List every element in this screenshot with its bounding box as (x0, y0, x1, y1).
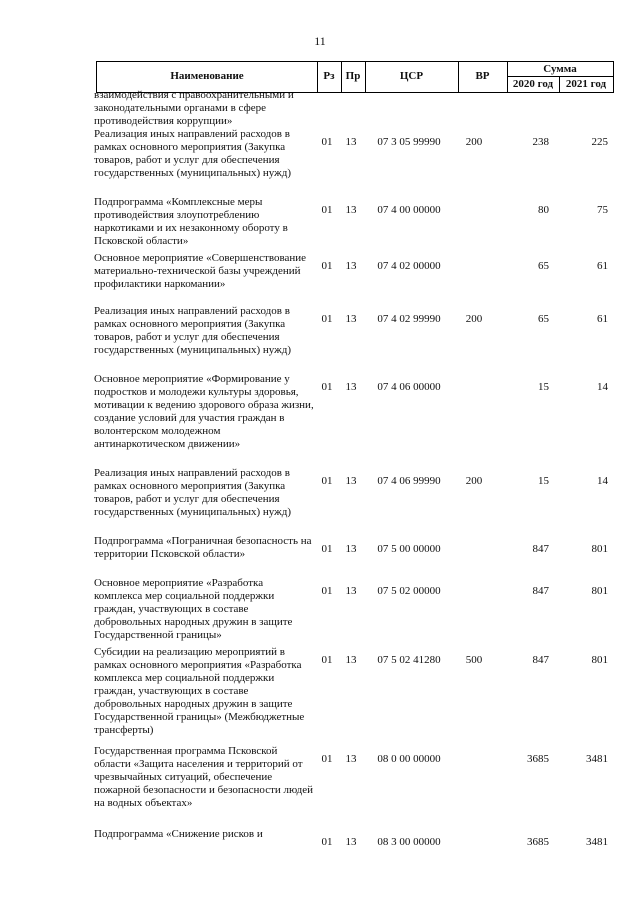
row-csr: 07 4 06 99990 (377, 475, 441, 487)
header-name: Наименование (170, 70, 244, 82)
header-csr: ЦСР (399, 70, 424, 82)
row-pr: 13 (345, 381, 357, 393)
row-sum-2021: 225 (591, 136, 608, 148)
row-name: Реализация иных направлений расходов в рамках основного мероприятия (Закупка товаров, работ и услуг для обеспечения государственных (муниципальных) нужд) (94, 467, 291, 518)
row-pr: 13 (345, 836, 357, 848)
row-name: Основное мероприятие «Разработка комплекса мер социальной поддержки граждан, участвующих в составе добровольных народных дружин в защите Государственной границы» (94, 577, 293, 641)
row-csr: 08 0 00 00000 (377, 753, 441, 765)
row-csr: 07 5 02 41280 (377, 654, 441, 666)
row-pr: 13 (345, 654, 357, 666)
row-rz: 01 (321, 753, 333, 765)
row-rz: 01 (321, 585, 333, 597)
row-pr: 13 (345, 260, 357, 272)
row-rz: 01 (321, 136, 333, 148)
row-csr: 07 4 00 00000 (377, 204, 441, 216)
row-sum-2020: 80 (538, 204, 549, 216)
page-number: 11 (314, 34, 326, 48)
row-sum-2020: 15 (538, 381, 549, 393)
row-sum-2021: 3481 (586, 836, 608, 848)
header-vr: ВР (475, 70, 490, 82)
row-name: Основное мероприятие «Формирование у подростков и молодежи культуры здоровья, мотивации к ведению здорового образа жизни, создание условий для участия граждан в волонтерском молодежном антинаркотическом движении» (94, 373, 314, 450)
row-vr: 200 (465, 475, 483, 487)
row-sum-2021: 14 (597, 475, 608, 487)
row-sum-2020: 3685 (527, 836, 549, 848)
row-name: Государственная программа Псковской области «Защита населения и территорий от чрезвычайных ситуаций, обеспечение пожарной безопасности и безопасности людей на водных объектах» (94, 745, 314, 809)
row-csr: 07 4 02 99990 (377, 313, 441, 325)
row-vr: 200 (465, 136, 483, 148)
row-name: Подпрограмма «Комплексные меры противодействия злоупотреблению наркотиками и их незаконному обороту в Псковской области» (94, 196, 288, 247)
row-rz: 01 (321, 543, 333, 555)
row-rz: 01 (321, 260, 333, 272)
row-rz: 01 (321, 381, 333, 393)
row-name: Подпрограмма «Снижение рисков и (94, 828, 263, 840)
row-rz: 01 (321, 836, 333, 848)
row-csr: 07 3 05 99990 (377, 136, 441, 148)
row-name: Субсидии на реализацию мероприятий в рамках основного мероприятия «Разработка комплекса мер социальной поддержки граждан, участвующих в составе добровольных народных дружин в защите Государственной границы» (Межбюджетные трансферты) (94, 646, 305, 736)
header-rz: Рз (323, 70, 335, 82)
row-csr: 07 5 00 00000 (377, 543, 441, 555)
row-csr: 07 4 06 00000 (377, 381, 441, 393)
row-sum-2021: 801 (591, 585, 608, 597)
row-name: Подпрограмма «Пограничная безопасность на территории Псковской области» (94, 535, 312, 560)
row-sum-2020: 847 (532, 543, 549, 555)
row-sum-2020: 238 (532, 136, 549, 148)
row-vr: 500 (465, 654, 483, 666)
row-csr: 07 4 02 00000 (377, 260, 441, 272)
row-name: Реализация иных направлений расходов в рамках основного мероприятия (Закупка товаров, работ и услуг для обеспечения государственных (муниципальных) нужд) (94, 305, 291, 356)
continuation-text: взаимодействия с правоохранительными и законодательными органами в сфере противодействия коррупции» (94, 89, 294, 127)
row-rz: 01 (321, 313, 333, 325)
row-rz: 01 (321, 654, 333, 666)
row-sum-2021: 75 (597, 204, 608, 216)
row-pr: 13 (345, 753, 357, 765)
row-vr: 200 (465, 313, 483, 325)
row-pr: 13 (345, 136, 357, 148)
header-sum: Сумма (543, 63, 577, 75)
row-csr: 07 5 02 00000 (377, 585, 441, 597)
row-sum-2020: 3685 (527, 753, 549, 765)
row-pr: 13 (345, 204, 357, 216)
row-rz: 01 (321, 475, 333, 487)
row-sum-2021: 61 (597, 313, 608, 325)
row-sum-2021: 3481 (586, 753, 608, 765)
row-name: Основное мероприятие «Совершенствование материально-технической базы учреждений профилактики наркомании» (94, 252, 307, 290)
header-pr: Пр (345, 70, 361, 82)
row-csr: 08 3 00 00000 (377, 836, 441, 848)
row-sum-2021: 801 (591, 654, 608, 666)
divider (507, 76, 613, 77)
row-pr: 13 (345, 585, 357, 597)
row-sum-2020: 847 (532, 654, 549, 666)
row-sum-2021: 61 (597, 260, 608, 272)
row-sum-2020: 15 (538, 475, 549, 487)
row-pr: 13 (345, 543, 357, 555)
row-rz: 01 (321, 204, 333, 216)
header-2020: 2020 год (512, 78, 554, 90)
row-sum-2021: 14 (597, 381, 608, 393)
row-sum-2020: 847 (532, 585, 549, 597)
row-name: Реализация иных направлений расходов в рамках основного мероприятия (Закупка товаров, работ и услуг для обеспечения государственных (муниципальных) нужд) (94, 128, 291, 179)
row-pr: 13 (345, 313, 357, 325)
row-sum-2020: 65 (538, 260, 549, 272)
header-2021: 2021 год (565, 78, 607, 90)
row-pr: 13 (345, 475, 357, 487)
row-sum-2021: 801 (591, 543, 608, 555)
row-sum-2020: 65 (538, 313, 549, 325)
